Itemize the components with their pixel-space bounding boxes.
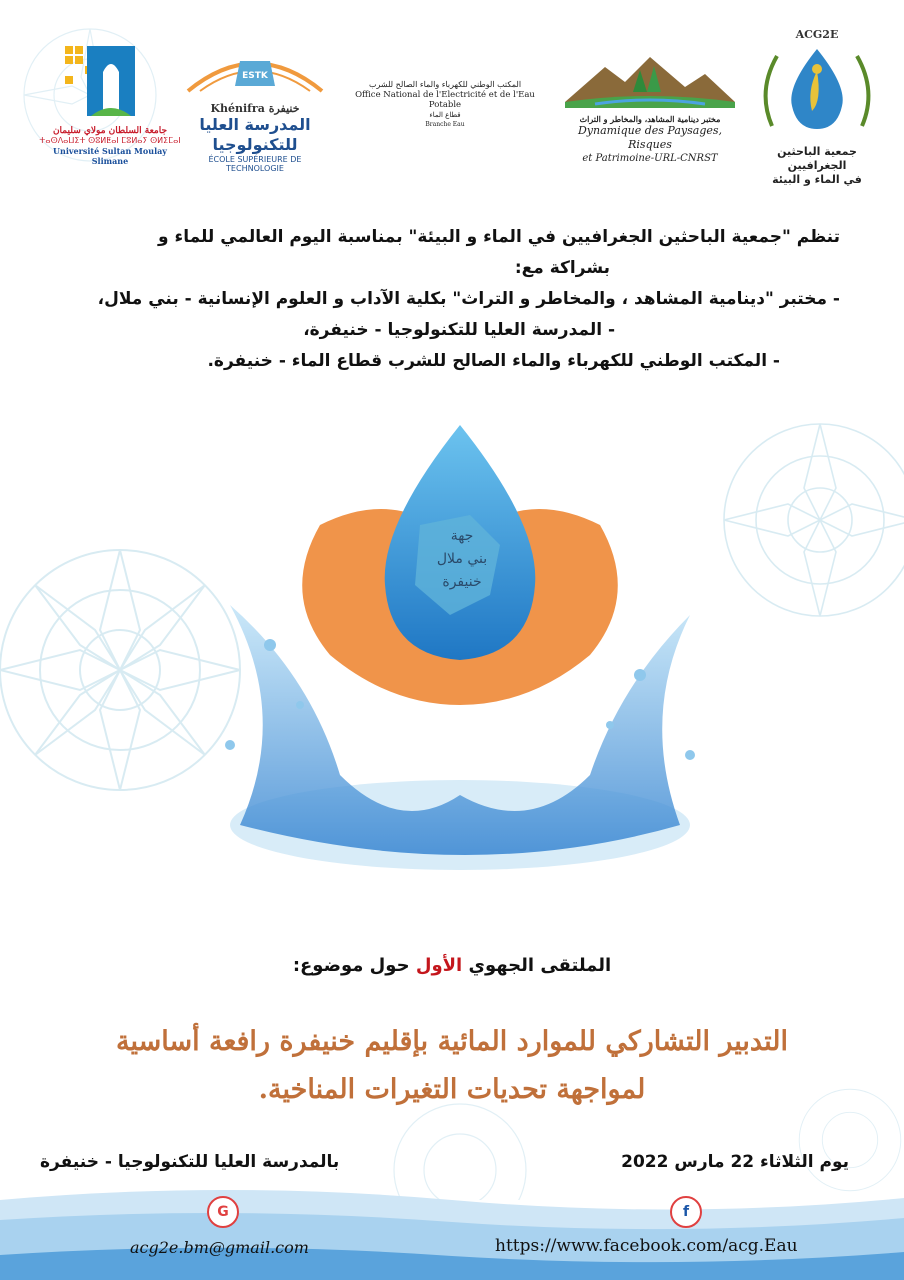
estk-logo — [180, 46, 330, 176]
facebook-icon[interactable]: f — [670, 1196, 702, 1228]
estk-name-fr: ÉCOLE SUPÉRIEURE DE TECHNOLOGIE — [208, 155, 302, 173]
lab-logo — [555, 52, 745, 182]
lab-emblem — [555, 52, 745, 110]
facebook-link[interactable]: https://www.facebook.com/acg.Eau — [495, 1236, 798, 1256]
drop-label-2: بني ملال — [436, 551, 488, 567]
usms-emblem — [35, 42, 185, 122]
onee-name-fr: Office National de l'Electricité et de l'Eau Potable — [355, 90, 535, 110]
event-title-part-2: حول موضوع: — [292, 955, 416, 976]
drop-label-3: خنيفرة — [442, 574, 482, 590]
acg2e-name-ar-2: في الماء و البيئة — [772, 173, 862, 186]
estk-name-ar: المدرسة العليا للتكنولوجيا — [199, 115, 311, 154]
acg2e-emblem — [752, 41, 882, 141]
email-icon[interactable]: G — [207, 1196, 239, 1228]
intro-line-4: - المدرسة العليا للتكنولوجيا - خنيفرة، — [303, 320, 615, 340]
acg2e-logo — [752, 28, 882, 188]
intro-text — [60, 222, 840, 377]
onee-name-ar: المكتب الوطني للكهرباء والماء الصالح للشرب — [368, 80, 522, 89]
usms-logo — [35, 42, 185, 182]
estk-city-fr: Khénifra — [210, 102, 265, 115]
email-address[interactable]: acg2e.bm@gmail.com — [130, 1238, 309, 1257]
intro-line-2: بشراكة مع: — [514, 258, 610, 278]
acg2e-abbr: ACG2E — [795, 28, 839, 41]
theme-line-1: التدبير التشاركي للموارد المائية بإقليم خنيفرة رافعة أساسية — [116, 1026, 788, 1057]
intro-line-1: تنظم "جمعية الباحثين الجغرافيين في الماء و البيئة" بمناسبة اليوم العالمي للماء و — [158, 227, 840, 247]
intro-line-5: - المكتب الوطني للكهرباء والماء الصالح للشرب قطاع الماء - خنيفرة. — [207, 351, 780, 371]
intro-line-3: - مختبر "دينامية المشاهد ، والمخاطر و التراث" بكلية الآداب و العلوم الإنسانية - بني ملال، — [97, 289, 840, 309]
lab-name-ar: مختبر دينامية المشاهد، والمخاطر و التراث — [579, 114, 721, 124]
estk-emblem — [180, 46, 330, 98]
estk-city-ar: خنيفرة — [268, 102, 300, 115]
onee-sector-fr: Branche Eau — [425, 121, 465, 128]
drop-label-1: جهة — [450, 528, 474, 544]
water-hands-illustration — [170, 415, 750, 885]
onee-sector-ar: قطاع الماء — [429, 111, 461, 119]
onee-logo — [340, 80, 550, 150]
acg2e-name-ar-1: جمعية الباحثين الجغرافيين — [777, 145, 857, 172]
lab-name-fr-2: et Patrimoine-URL-CNRST — [582, 153, 718, 164]
theme-line-2: لمواجهة تحديات التغيرات المناخية. — [258, 1074, 646, 1105]
event-date: يوم الثلاثاء 22 مارس 2022 — [621, 1152, 849, 1172]
estk-badge: ESTK — [242, 71, 268, 81]
event-title-highlight: الأول — [415, 955, 463, 976]
lab-name-fr-1: Dynamique des Paysages, Risques — [577, 124, 723, 151]
bottom-wave — [0, 1180, 904, 1280]
event-title-part-1: الملتقى الجهوي — [462, 955, 612, 976]
usms-name-ar: جامعة السلطان مولاي سليمان — [52, 126, 168, 136]
usms-name-tifinagh: ⵜⴰⵙⴷⴰⵡⵉⵜ ⵙⵓⵍⵟⴰⵏ ⵎⵓⵍⴰⵢ ⵙⵍⵉⵎⴰⵏ — [39, 136, 181, 145]
partner-logos — [0, 28, 904, 188]
event-theme — [60, 1018, 844, 1114]
event-venue: بالمدرسة العليا للتكنولوجيا - خنيفرة — [40, 1152, 340, 1172]
usms-name-fr: Université Sultan Moulay Slimane — [53, 146, 167, 166]
event-title — [0, 955, 904, 976]
